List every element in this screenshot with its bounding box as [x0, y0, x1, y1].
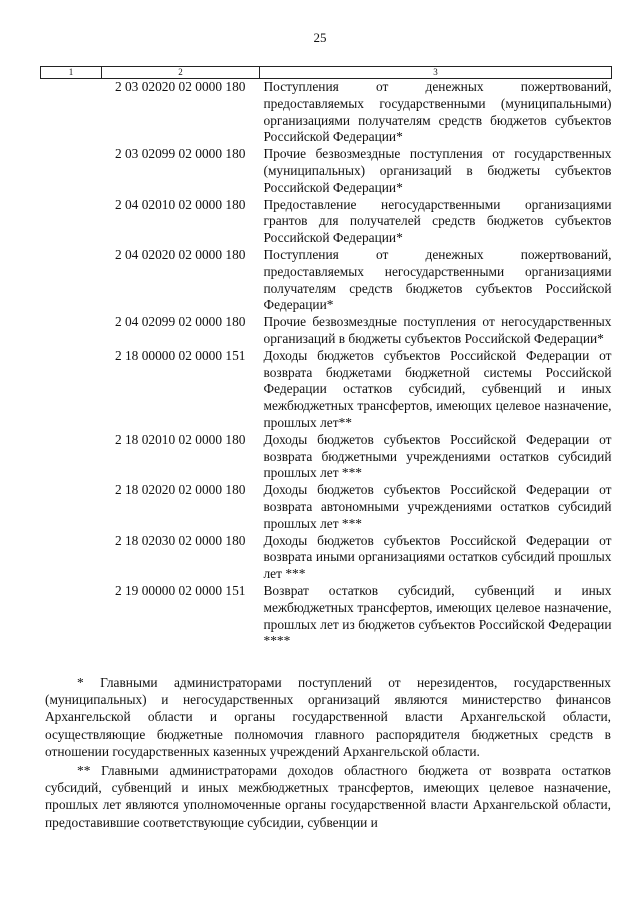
row-blank-cell	[41, 432, 102, 482]
budget-code: 2 03 02099 02 0000 180	[114, 146, 246, 162]
table-header	[41, 67, 612, 79]
row-blank-cell	[41, 482, 102, 532]
table-row	[41, 146, 612, 196]
header-col-3: 3	[260, 67, 612, 79]
header-col-2: 2	[102, 67, 260, 79]
row-blank-cell	[41, 348, 102, 432]
table-row	[41, 348, 612, 432]
table-row	[41, 247, 612, 314]
budget-code: 2 18 00000 02 0000 151	[114, 347, 246, 363]
table-row	[41, 197, 612, 247]
footnote-double-asterisk: ** Главными администраторами доходов областного бюджета от возврата остатков субсидий, субвенций и иных межбюджетных трансфертов, имеющих целевое назначение, прошлых лет являются уполномоченные органы государственной власти Архангельской области, предоставившие соответствующие субсидии, субвенции и	[45, 763, 611, 830]
budget-code: 2 19 00000 02 0000 151	[114, 582, 246, 598]
table-row	[41, 432, 612, 482]
budget-code: 2 18 02010 02 0000 180	[114, 431, 246, 447]
budget-code: 2 04 02020 02 0000 180	[114, 246, 246, 262]
row-blank-cell	[41, 314, 102, 348]
revenue-description: Доходы бюджетов субъектов Российской Федерации от возврата иными организациями остатков субсидий прошлых лет ***	[263, 532, 612, 582]
budget-code: 2 04 02010 02 0000 180	[114, 196, 246, 212]
budget-code: 2 18 02020 02 0000 180	[114, 482, 246, 498]
revenue-description: Прочие безвозмездные поступления от негосударственных организаций в бюджеты субъектов Российской Федерации*	[263, 314, 612, 346]
table-header-row	[41, 67, 612, 79]
table-row	[41, 482, 612, 532]
footnote-single-asterisk: * Главными администраторами поступлений от нерезидентов, государственных (муниципальных) и негосударственных организаций являются министерство финансов Архангельской области и органы государственной власти Архангельской области, осуществляющие бюджетные полномочия главного распорядителя бюджетных средств в отношении государственных казенных учреждений Архангельской области.	[45, 675, 611, 759]
revenue-description: Доходы бюджетов субъектов Российской Федерации от возврата бюджетами бюджетной системы Российской Федерации остатков субсидий, субвенций и иных межбюджетных трансфертов, имеющих целевое назначение, прошлых лет**	[263, 347, 612, 430]
table-row	[41, 583, 612, 650]
header-col-1: 1	[41, 67, 102, 79]
revenue-description: Возврат остатков субсидий, субвенций и иных межбюджетных трансфертов, имеющих целевое назначение, прошлых лет из бюджетов субъектов Российской Федерации ****	[263, 582, 612, 649]
table-body	[41, 79, 612, 651]
revenue-description: Доходы бюджетов субъектов Российской Федерации от возврата бюджетными учреждениями остатков субсидий прошлых лет ***	[263, 431, 612, 481]
footnotes	[45, 674, 611, 833]
revenue-description: Прочие безвозмездные поступления от государственных (муниципальных) организаций в бюджеты субъектов Российской Федерации*	[263, 146, 612, 195]
budget-classification-table	[40, 66, 612, 650]
row-blank-cell	[41, 197, 102, 247]
row-blank-cell	[41, 583, 102, 650]
table-row	[41, 79, 612, 147]
budget-code: 2 04 02099 02 0000 180	[114, 314, 246, 330]
budget-code: 2 18 02030 02 0000 180	[114, 532, 246, 548]
table-row	[41, 314, 612, 348]
row-blank-cell	[41, 247, 102, 314]
revenue-description: Поступления от денежных пожертвований, предоставляемых негосударственными организациями получателям средств бюджетов субъектов Российской Федерации*	[263, 246, 612, 313]
revenue-description: Предоставление негосударственными организациями грантов для получателей средств бюджетов субъектов Российской Федерации*	[263, 196, 612, 246]
page-number: 25	[313, 30, 327, 45]
budget-code: 2 03 02020 02 0000 180	[114, 79, 246, 94]
row-blank-cell	[41, 533, 102, 583]
table-row	[41, 533, 612, 583]
row-blank-cell	[41, 146, 102, 196]
revenue-description: Доходы бюджетов субъектов Российской Федерации от возврата автономными учреждениями остатков субсидий прошлых лет ***	[263, 482, 612, 531]
revenue-description: Поступления от денежных пожертвований, предоставляемых государственными (муниципальными) организациями получателям средств бюджетов субъектов Российской Федерации*	[263, 79, 612, 145]
row-blank-cell	[41, 79, 102, 147]
